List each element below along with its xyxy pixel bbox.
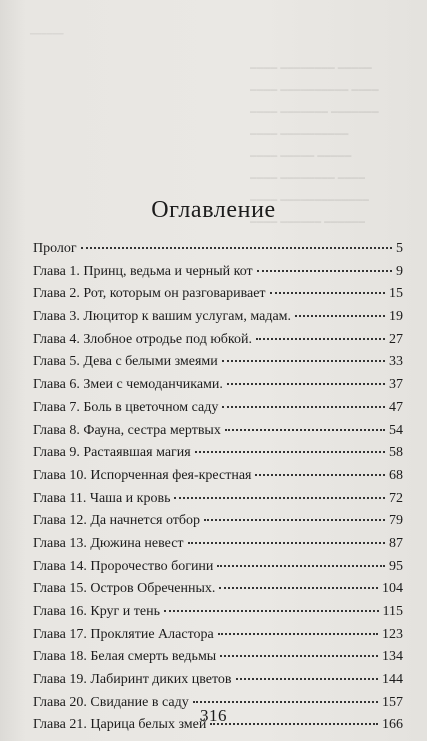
toc-entry-page: 134 xyxy=(382,649,403,665)
toc-entry-page: 95 xyxy=(389,558,403,574)
toc-entry[interactable] xyxy=(33,488,403,511)
dot-leader xyxy=(219,587,378,589)
dot-leader xyxy=(188,542,385,544)
toc-entry-title: Глава 1. Принц, ведьма и черный кот xyxy=(33,263,253,279)
page-number: 316 xyxy=(200,706,227,725)
dot-leader xyxy=(164,610,379,612)
toc-entry-title: Глава 7. Боль в цветочном саду xyxy=(33,399,219,415)
toc-entry-title: Глава 4. Злобное отродье под юбкой. xyxy=(33,331,252,347)
toc-entry-page: 58 xyxy=(389,445,403,461)
toc-entry[interactable] xyxy=(33,420,403,443)
toc-entry[interactable] xyxy=(33,238,403,261)
dot-leader xyxy=(218,633,378,635)
toc-entry[interactable] xyxy=(33,646,403,669)
toc-entry-page: 5 xyxy=(396,241,403,256)
dot-leader xyxy=(225,429,385,431)
toc-entry[interactable] xyxy=(33,510,403,533)
toc-entry-page: 54 xyxy=(389,422,403,438)
toc-entry-page: 15 xyxy=(389,286,403,302)
toc-entry-page: 79 xyxy=(389,513,403,529)
toc-entry-page: 115 xyxy=(382,604,403,619)
toc-entry[interactable] xyxy=(33,465,403,488)
dot-leader xyxy=(236,678,379,680)
toc-entry[interactable] xyxy=(33,261,403,284)
toc-entry-page: 27 xyxy=(389,331,403,347)
toc-entry-page: 33 xyxy=(389,354,403,370)
dot-leader xyxy=(222,406,385,408)
toc-entry-title: Глава 18. Белая смерть ведьмы xyxy=(33,649,217,665)
toc-entry[interactable] xyxy=(33,556,403,579)
toc-entry[interactable] xyxy=(33,442,403,465)
toc-entry-page: 9 xyxy=(396,263,403,279)
toc-entry-page: 19 xyxy=(389,309,403,325)
dot-leader xyxy=(174,497,385,499)
toc-entry-title: Глава 2. Рот, которым он разговаривает xyxy=(33,286,266,302)
dot-leader xyxy=(257,270,392,272)
toc-entry-page: 87 xyxy=(389,535,403,551)
dot-leader xyxy=(193,701,378,703)
toc-entry[interactable] xyxy=(33,306,403,329)
toc-entry-title: Глава 10. Испорченная фея-крестная xyxy=(33,467,252,483)
toc-entry-title: Глава 3. Люцитор к вашим услугам, мадам. xyxy=(33,309,292,325)
toc-entry[interactable] xyxy=(33,351,403,374)
dot-leader xyxy=(227,383,385,385)
toc-entry[interactable] xyxy=(33,624,403,647)
toc-entry-page: 166 xyxy=(382,717,403,733)
toc-entry-page: 72 xyxy=(389,490,403,506)
dot-leader xyxy=(295,315,385,317)
toc-entry[interactable] xyxy=(33,397,403,420)
toc-heading: Оглавление xyxy=(151,197,276,223)
toc-entry-page: 144 xyxy=(382,672,403,688)
toc-entry-page: 123 xyxy=(382,626,403,642)
toc-entry-title: Глава 12. Да начнется отбор xyxy=(33,513,201,529)
toc-entry[interactable] xyxy=(33,329,403,352)
toc-entry-title: Глава 21. Царица белых змей xyxy=(33,717,207,733)
dot-leader xyxy=(255,474,385,476)
book-page: ━━━━━━ ━━━━ ━━━━━━━━ ━━━━━ ━━━━ ━━━━━━━━━━ ━━━━ ━━━━ ━━━━━━━ ━━━━━━━ ━━━━ ━━━━━━━━━━ ━━━━ ━━━━━ ━━━━━ ━━━━ ━━━━━━━━ ━━━━ ━━━━ ━━━━━━━━━━━━━ ━━━━ ━━━━━━ ━━━━━━ Оглавление Пролог 5 Глава 1. Принц, ведьма и черный кот 9 Глава 2. Рот, которым он разговаривает 15 Глава 3. Люцитор к вашим услугам, мадам. 19 Глава 4. Злобное отродье под юбкой. 27 Глава 5. Дева с белыми змеями 33 Глава 6. Змеи с чемоданчиками. 37 Глава 7. Боль в цветочном саду 47 Глава 8. Фауна, сестра мертвых 54 Глава 9. Растаявшая магия 58 Глава 10. Испорченная фея-крестная 68 Глава 11. Чаша и кровь 72 Глава 12. Да начнется отбор 79 Глава 13. Дюжина невест 87 Глава 14. Пророчество богини 95 Глава 15. Остров Обреченных. 104 Глава 16. Круг и тень 115 Глава 17. Проклятие Аластора 123 Глава 18. Белая смерть ведьмы 134 Глава 19. Лабиринт диких цветов 144 Глава 20. Свидание в саду 157 Глава 21. Царица белых змей 166 316 xyxy=(0,0,427,741)
toc-entry-page: 68 xyxy=(389,467,403,483)
dot-leader xyxy=(270,292,385,294)
toc-entry-title: Глава 9. Растаявшая магия xyxy=(33,445,191,461)
toc-entry-title: Глава 6. Змеи с чемоданчиками. xyxy=(33,377,223,393)
table-of-contents xyxy=(33,238,403,737)
toc-entry-page: 47 xyxy=(389,399,403,415)
toc-entry[interactable] xyxy=(33,283,403,306)
toc-entry-title: Глава 5. Дева с белыми змеями xyxy=(33,354,218,370)
dot-leader xyxy=(220,655,378,657)
toc-entry-page: 157 xyxy=(382,694,403,710)
toc-entry-title: Глава 15. Остров Обреченных. xyxy=(33,581,216,597)
toc-entry-title: Глава 11. Чаша и кровь xyxy=(33,490,171,506)
toc-entry-title: Пролог xyxy=(33,241,77,256)
toc-entry[interactable] xyxy=(33,601,403,624)
toc-entry-title: Глава 17. Проклятие Аластора xyxy=(33,626,214,642)
toc-entry-title: Глава 13. Дюжина невест xyxy=(33,535,184,551)
toc-entry-title: Глава 16. Круг и тень xyxy=(33,604,160,619)
toc-entry[interactable] xyxy=(33,669,403,692)
toc-entry[interactable] xyxy=(33,578,403,601)
toc-entry-title: Глава 19. Лабиринт диких цветов xyxy=(33,672,232,688)
toc-entry-page: 104 xyxy=(382,581,403,597)
dot-leader xyxy=(222,360,385,362)
toc-entry[interactable] xyxy=(33,374,403,397)
toc-entry[interactable] xyxy=(33,533,403,556)
dot-leader xyxy=(195,451,385,453)
dot-leader xyxy=(204,519,385,521)
dot-leader xyxy=(256,338,385,340)
toc-entry-title: Глава 14. Пророчество богини xyxy=(33,558,214,574)
toc-entry-title: Глава 20. Свидание в саду xyxy=(33,694,189,710)
toc-entry-title: Глава 8. Фауна, сестра мертвых xyxy=(33,422,221,438)
dot-leader xyxy=(217,565,385,567)
dot-leader xyxy=(81,247,392,249)
toc-entry-page: 37 xyxy=(389,377,403,393)
